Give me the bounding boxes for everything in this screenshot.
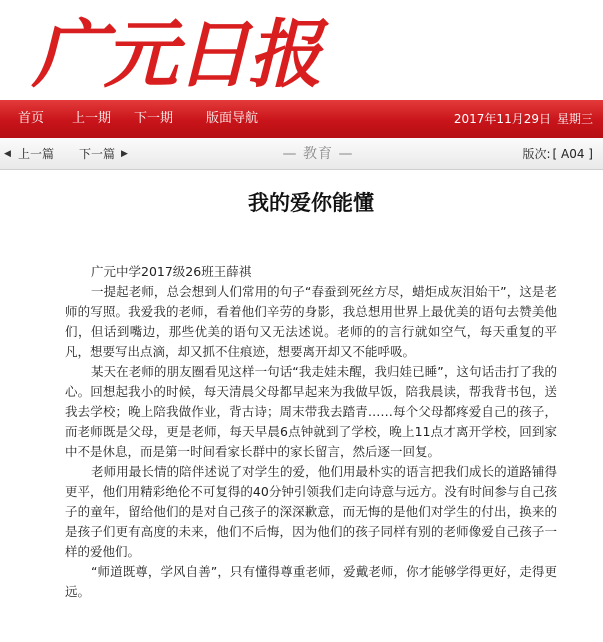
issue-date-text: 2017年11月29日 — [453, 112, 551, 126]
next-article-link[interactable]: 下一篇 — [79, 147, 116, 161]
article-paragraph: 某天在老师的朋友圈看见这样一句话“我走娃未醒，我归娃已睡”，这句话击打了我的心。回想起我小的时候，每天清晨父母都早起来为我做早饭，陪我晨读，帮我背书包，送我去学校；晚上陪我做作业，背古诗；周末带我去踏青……每个父母都疼爱自己的孩子，而老师既是父母，更是老师，每天早晨6点钟就到了学校，晚上11点才离开学校，回到家中不是休息，而是第一时间看家长群中的家长留言，然后逐一回复。 — [65, 364, 557, 459]
edition-info — [522, 138, 593, 170]
edition-label: 版次: — [522, 147, 551, 161]
issue-weekday: 星期三 — [556, 112, 593, 126]
article-byline: 广元中学2017级26班王薛祺 — [91, 264, 252, 279]
top-nav-bar — [0, 100, 603, 138]
masthead — [0, 0, 603, 100]
edition-code[interactable]: [ A04 ] — [552, 147, 593, 161]
prev-article-link[interactable]: 上一篇 — [18, 147, 55, 161]
triangle-right-icon[interactable]: ▶ — [121, 149, 128, 159]
svg-text:广元日报: 广元日报 — [32, 12, 320, 98]
article-body — [65, 170, 557, 602]
triangle-left-icon[interactable]: ◀ — [4, 149, 11, 159]
issue-date — [448, 100, 593, 138]
article-paragraph: “师道既尊，学风自善”，只有懂得尊重老师，爱戴老师，你才能够学得更好，走得更远。 — [65, 564, 557, 599]
nav-home-link[interactable]: 首页 — [18, 111, 45, 126]
nav-page-navigation-link[interactable]: 版面导航 — [206, 111, 259, 126]
nav-next-issue-link[interactable]: 下一期 — [134, 111, 174, 126]
nav-prev-issue-link[interactable]: 上一期 — [72, 111, 112, 126]
newspaper-logo[interactable] — [32, 2, 320, 98]
article-nav-bar — [0, 138, 603, 170]
article-paragraph: 一提起老师，总会想到人们常用的句子“春蚕到死丝方尽，蜡炬成灰泪始干”，这是老师的写照。我爱我的老师，看着他们辛劳的身影，我总想用世界上最优美的语句去赞美他们，但话到嘴边，那些优美的语句又无法述说。老师的的言行就如空气，每天重复的平凡，想要写出点滴，却又抓不住痕迹，想要离开却又不能呼吸。 — [65, 284, 557, 359]
section-name: — 教育 — — [282, 146, 354, 162]
article-paragraph: 老师用最长情的陪伴述说了对学生的爱，他们用最朴实的语言把我们成长的道路铺得更平，他们用精彩绝伦不可复得的40分钟引领我们走向诗意与远方。没有时间参与自己孩子的童年，留给他们的是对自己孩子的深深歉意，而无悔的是他们对学生的付出，换来的是孩子们更有高度的未来，他们不后悔，因为他们的孩子同样有别的老师像爱自己孩子一样的爱他们。 — [65, 464, 557, 559]
article-title: 我的爱你能懂 — [248, 191, 374, 215]
